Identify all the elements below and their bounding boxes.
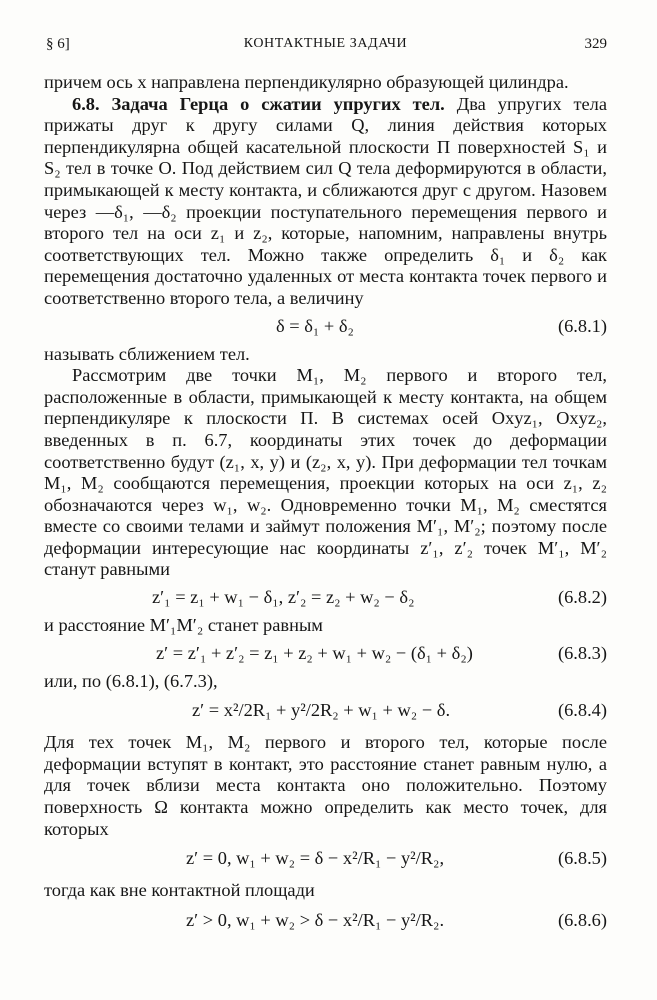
equation-formula: z′ = 0, w₁ + w₂ = δ − x²/R₁ − y²/R₂, — [186, 848, 445, 869]
paragraph-continuation: причем ось x направлена перпендикулярно образующей цилиндра. — [44, 72, 569, 92]
equation-6-8-1 — [44, 310, 607, 344]
paragraph-contact-surface: Для тех точек M₁, M₂ первого и второго тел, которые после деформации вступят в контакт, это расстояние станет равным нулю, а для точек вблизи места контакта оно положительно. Поэтому поверхность Ω контакта можно определить как место точек, для которых — [44, 732, 607, 839]
equation-number: (6.8.3) — [557, 642, 607, 663]
section-heading: 6.8. Задача Герца о сжатии упругих тел. — [72, 93, 445, 114]
running-title: КОНТАКТНЫЕ ЗАДАЧИ — [243, 36, 408, 51]
equation-number: (6.8.4) — [557, 700, 607, 721]
running-header — [44, 36, 607, 58]
equation-6-8-2 — [44, 581, 607, 615]
equation-number: (6.8.5) — [557, 848, 607, 869]
paragraph-approach: называть сближением тел. — [44, 343, 250, 364]
paragraph-or-by: или, по (6.8.1), (6.7.3), — [44, 670, 218, 691]
section-marker: § 6] — [46, 36, 70, 52]
equation-formula: z′₁ = z₁ + w₁ − δ₁, z′₂ = z₂ + w₂ − δ₂ — [152, 587, 415, 608]
paragraph-distance: и расстояние M′₁M′₂ станет равным — [44, 615, 323, 636]
equation-formula: z′ = x²/2R₁ + y²/2R₂ + w₁ + w₂ − δ. — [192, 700, 451, 721]
equation-6-8-5 — [44, 840, 607, 880]
equation-6-8-6 — [44, 902, 607, 942]
paragraph-points: Рассмотрим две точки M₁, M₂ первого и второго тел, расположенные в области, примыкающей к месту контакта, на общем перпендикуляре к плоскости П. В системах осей Oxyz₁, Oxyz₂, введенных в п. 6.7, координаты этих точек до деформации соответственно будут (z₁, x, y) и (z₂, x, y). При деформации тел точкам M₁, M₂ сообщаются перемещения, проекции которых на оси z₁, z₂ обозначаются через w₁, w₂. Одновременно точки M₁, M₂ сместятся вместе со своими телами и займут положения M′₁, M′₂; поэтому после деформации интересующие нас координаты z′₁, z′₂ точек M′₁, M′₂ станут равными — [44, 365, 607, 580]
equation-6-8-3 — [44, 637, 607, 671]
equation-number: (6.8.1) — [557, 315, 607, 336]
equation-number: (6.8.6) — [557, 909, 607, 930]
paragraph-body: Два упругих тела прижаты друг к другу силами Q, линия действия которых перпендикулярна общей касательной плоскости П поверхностей S₁ и S₂ тел в точке O. Под действием сил Q тела деформируются в области, примыкающей к месту контакта, и сближаются друг с другом. Назовем через —δ₁, —δ₂ проекции поступательного перемещения первого и второго тел на оси z₁ и z₂, которые, напомним, направлены внутрь соответствующих тел. Можно также определить δ₁ и δ₂ как перемещения достаточно удаленных от места контакта точек первого и соответственно второго тела, а величину — [44, 93, 607, 308]
page-number: 329 — [584, 36, 607, 52]
paragraph-outside-area: тогда как вне контактной площади — [44, 880, 315, 901]
equation-6-8-4 — [44, 692, 607, 732]
equation-formula: δ = δ₁ + δ₂ — [276, 315, 354, 336]
equation-formula: z′ = z′₁ + z′₂ = z₁ + z₂ + w₁ + w₂ − (δ₁ + δ₂) — [156, 642, 473, 663]
equation-number: (6.8.2) — [557, 587, 607, 608]
paragraph-hertz-problem — [44, 94, 607, 310]
book-page — [44, 36, 607, 942]
equation-formula: z′ > 0, w₁ + w₂ > δ − x²/R₁ − y²/R₂. — [186, 909, 445, 930]
